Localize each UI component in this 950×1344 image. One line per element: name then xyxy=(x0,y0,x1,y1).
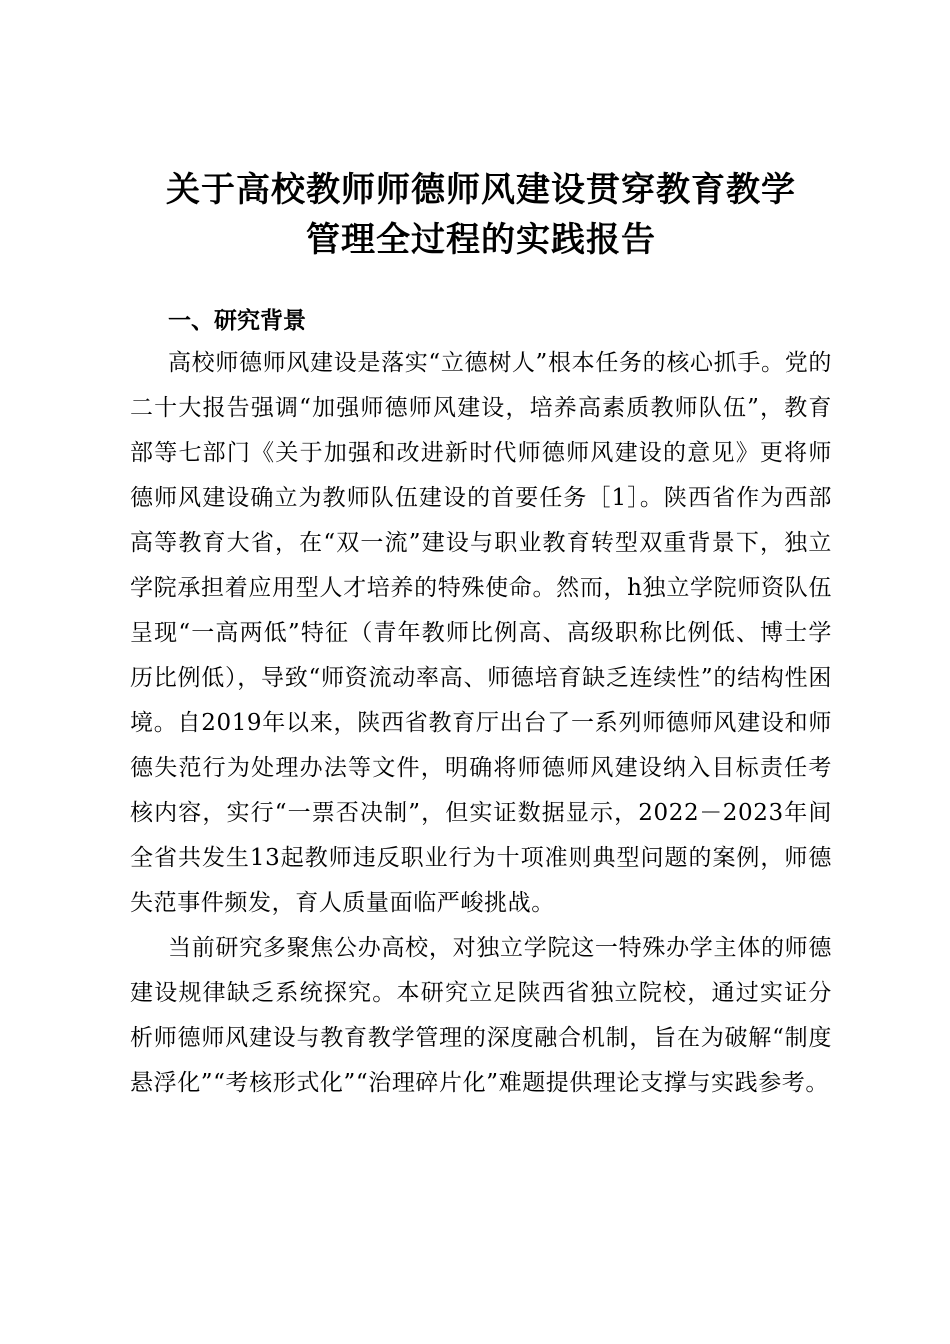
paragraph-2: 当前研究多聚焦公办高校，对独立学院这一特殊办学主体的师德建设规律缺乏系统探究。本研究立足陕西省独立院校，通过实证分析师德师风建设与教育教学管理的深度融合机制，旨在为破解“制度悬浮化”“考核形式化”“治理碎片化”难题提供理论支撑与实践参考。 xyxy=(130,935,832,1096)
document-title xyxy=(130,0,832,265)
title-line-1: 关于高校教师师德师风建设贯穿教育教学 xyxy=(166,170,796,210)
paragraph-1: 高校师德师风建设是落实“立德树人”根本任务的核心抓手。党的二十大报告强调“加强师德师风建设，培养高素质教师队伍”，教育部等七部门《关于加强和改进新时代师德师风建设的意见》更将师德师风建设确立为教师队伍建设的首要任务［1］。陕西省作为西部高等教育大省，在“双一流”建设与职业教育转型双重背景下，独立学院承担着应用型人才培养的特殊使命。然而，h独立学院师资队伍呈现“一高两低”特征（青年教师比例高、高级职称比例低、博士学历比例低），导致“师资流动率高、师德培育缺乏连续性”的结构性困境。自2019年以来，陕西省教育厅出台了一系列师德师风建设和师德失范行为处理办法等文件，明确将师德师风建设纳入目标责任考核内容，实行“一票否决制”，但实证数据显示，2022－2023年间全省共发生13起教师违反职业行为十项准则典型问题的案例，师德失范事件频发，育人质量面临严峻挑战。 xyxy=(130,350,832,916)
title-line-2: 管理全过程的实践报告 xyxy=(306,220,656,260)
section-heading-background: 一、研究背景 xyxy=(168,307,306,334)
